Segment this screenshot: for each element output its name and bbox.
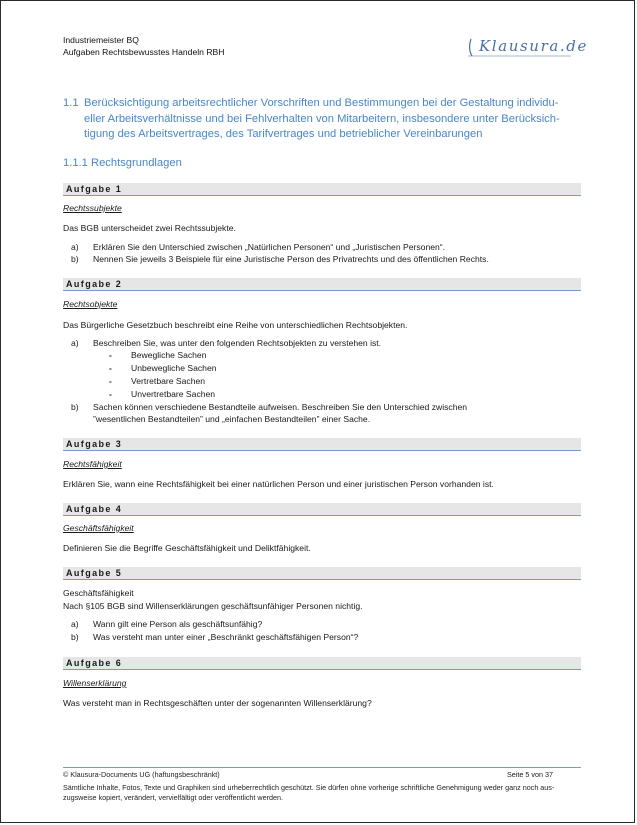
section-title-line-2: eller Arbeitsverhältnisse und bei Fehlverhalten von Mitarbeitern, insbesondere unter Berücksich- — [84, 112, 560, 125]
page-number: Seite 5 von 37 — [507, 770, 553, 779]
task-3-text: Erklären Sie, wann eine Rechtsfähigkeit bei einer natürlichen Person und einer juristischen Person vorhanden ist. — [63, 479, 494, 489]
task-4-topic: Geschäftsfähigkeit — [63, 523, 134, 533]
task-5-intro: Nach §105 BGB sind Willenserklärungen geschäftsunfähiger Personen nichtig. — [63, 601, 363, 611]
item-marker: a) — [71, 242, 79, 252]
task-2-header — [63, 278, 581, 291]
section-heading — [63, 96, 588, 143]
task-5-item-b — [71, 631, 358, 643]
task-5-header — [63, 567, 581, 580]
task-1-item-a — [71, 241, 445, 253]
dash-marker: - — [109, 389, 112, 399]
task-4-label: Aufgabe 4 — [66, 504, 123, 514]
section-number: 1.1 — [63, 97, 79, 109]
task-2-item-b — [71, 401, 467, 413]
task-2-item-b-cont: ”wesentlichen Bestandteilen” und „einfachen Bestandteilen” einer Sache. — [93, 414, 371, 424]
task-3-header — [63, 438, 581, 451]
section-title-line-3: tigung des Arbeitsvertrages, des Tarifvertrages und betrieblicher Vereinbarungen — [84, 128, 483, 140]
item-marker: b) — [71, 402, 79, 412]
subsection-heading: 1.1.1 Rechtsgrundlagen — [63, 157, 182, 169]
item-marker: a) — [71, 619, 79, 629]
subitem-text: Unbewegliche Sachen — [131, 363, 217, 373]
task-4-header — [63, 503, 581, 516]
subitem-text: Unvertretbare Sachen — [131, 389, 216, 399]
task-1-header — [63, 183, 581, 196]
footer-note-line-1: Sämtliche Inhalte, Fotos, Texte und Graphiken sind urheberrechtlich geschützt. Sie dürfen ohne vorherige schriftliche Genehmigung weder ganz noch aus- — [63, 783, 555, 792]
header-course: Industriemeister BQ — [63, 35, 139, 45]
task-2-intro: Das Bürgerliche Gesetzbuch beschreibt eine Reihe von unterschiedlichen Rechtsobjekten. — [63, 320, 408, 330]
task-2-subitem — [109, 362, 217, 374]
subitem-text: Vertretbare Sachen — [131, 376, 206, 386]
task-1-topic: Rechtssubjekte — [63, 203, 122, 213]
item-text: Was versteht man unter einer „Beschränkt geschäftsfähigen Person“? — [93, 632, 359, 642]
footer-note-line-2: zugsweise kopiert, verändert, vervielfältigt oder veröffentlicht werden. — [63, 793, 283, 802]
item-marker: a) — [71, 338, 79, 348]
subitem-text: Bewegliche Sachen — [131, 350, 207, 360]
task-2-subitem — [109, 388, 215, 400]
item-text: Nennen Sie jeweils 3 Beispiele für eine Juristische Person des Privatrechts und des öffentlichen Rechts. — [93, 254, 489, 264]
task-1-intro: Das BGB unterscheidet zwei Rechtssubjekte. — [63, 223, 236, 233]
task-6-text: Was versteht man in Rechtsgeschäften unter der sogenannten Willenserklärung? — [63, 698, 372, 708]
task-6-header — [63, 657, 581, 670]
task-1-item-b — [71, 253, 489, 265]
item-text: Wann gilt eine Person als geschäftsunfähig? — [93, 619, 263, 629]
task-5-label: Aufgabe 5 — [66, 568, 123, 578]
dash-marker: - — [109, 363, 112, 373]
task-5-topic: Geschäftsfähigkeit — [63, 588, 134, 598]
section-title-line-1: Berücksichtigung arbeitsrechtlicher Vorschriften und Bestimmungen bei der Gestaltung individu- — [84, 97, 559, 109]
task-2-subitem — [109, 349, 207, 361]
logo-text: Klausura.de — [479, 37, 588, 55]
footer-copyright: © Klausura-Documents UG (haftungsbeschränkt) — [63, 770, 220, 779]
task-3-label: Aufgabe 3 — [66, 439, 123, 449]
item-text: Beschreiben Sie, was unter den folgenden Rechtsobjekten zu verstehen ist. — [93, 338, 382, 348]
task-2-subitem — [109, 375, 205, 387]
task-4-text: Definieren Sie die Begriffe Geschäftsfähigkeit und Deliktfähigkeit. — [63, 543, 311, 553]
page-header — [63, 34, 224, 58]
item-marker: b) — [71, 254, 79, 264]
header-subject: Aufgaben Rechtsbewusstes Handeln RBH — [63, 47, 225, 57]
task-2-item-a — [71, 337, 381, 349]
dash-marker: - — [109, 376, 112, 386]
task-3-topic: Rechtsfähigkeit — [63, 459, 122, 469]
task-2-topic: Rechtsobjekte — [63, 299, 118, 309]
task-5-item-a — [71, 618, 262, 630]
item-marker: b) — [71, 632, 79, 642]
task-6-topic: Willenserklärung — [63, 678, 127, 688]
task-1-label: Aufgabe 1 — [66, 184, 123, 194]
item-text: Erklären Sie den Unterschied zwischen „Natürlichen Personen“ und „Juristischen Personen“. — [93, 242, 446, 252]
item-text: Sachen können verschiedene Bestandteile aufweisen. Beschreiben Sie den Unterschied zwischen — [93, 402, 468, 412]
footer-divider — [63, 767, 581, 768]
dash-marker: - — [109, 350, 112, 360]
task-2-label: Aufgabe 2 — [66, 279, 123, 289]
task-6-label: Aufgabe 6 — [66, 658, 123, 668]
